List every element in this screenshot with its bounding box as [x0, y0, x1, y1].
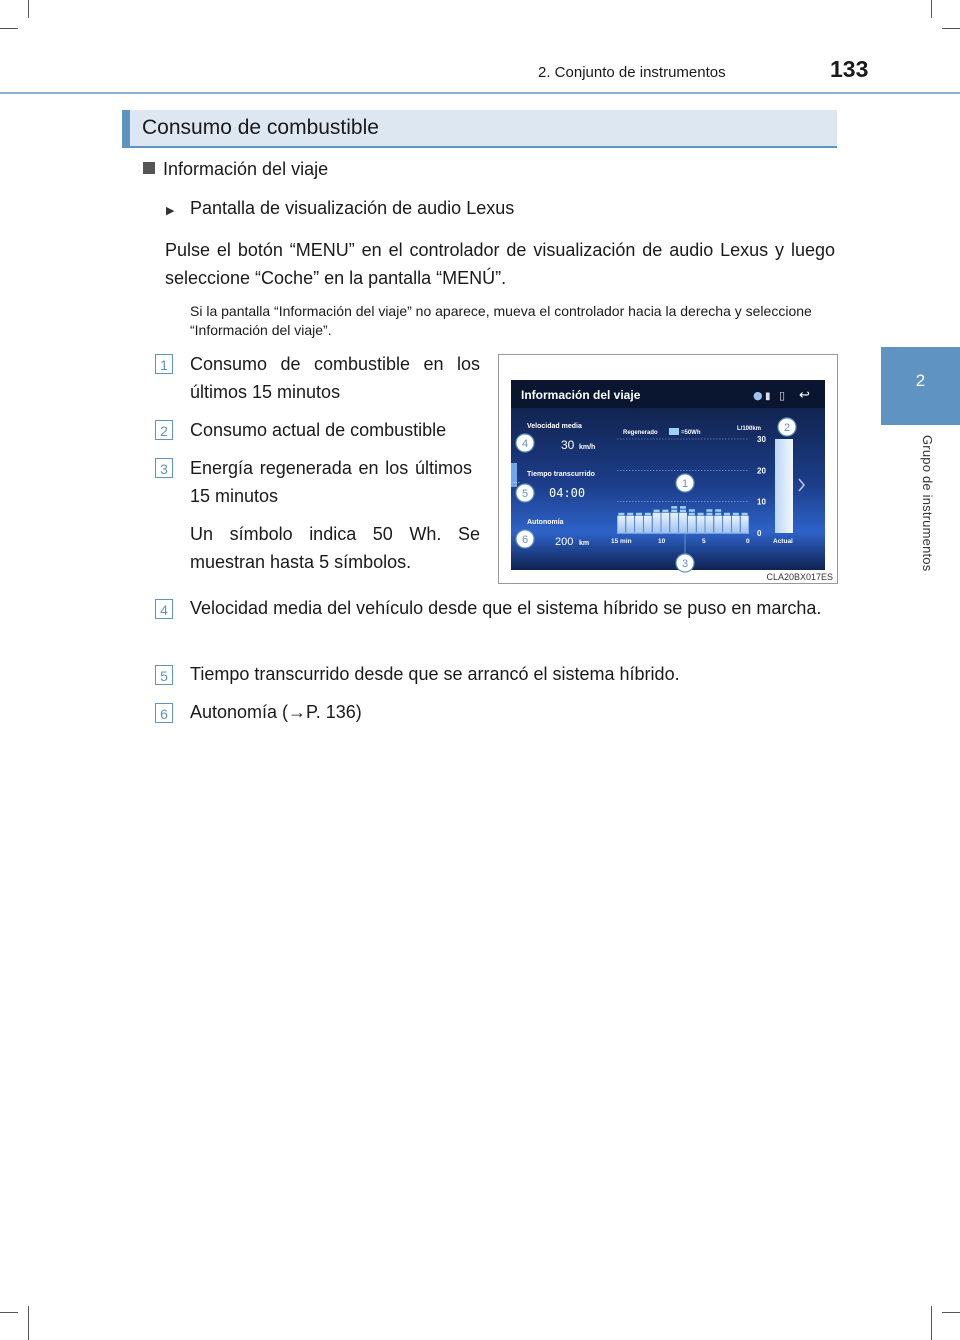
instruction-paragraph: Pulse el botón “MENU” en el controlador de visualización de audio Lexus y luego seleccione “Coche” en la pantalla “MENÚ”.: [165, 240, 835, 288]
subheading: [143, 159, 328, 180]
y-tick-label: 20: [757, 466, 766, 476]
regen-symbol: [680, 506, 686, 509]
back-icon: ↩: [799, 388, 810, 403]
crop-mark: [0, 1312, 18, 1313]
regen-symbol: [627, 513, 633, 516]
square-bullet-icon: [143, 162, 155, 174]
consumption-bar: [732, 516, 740, 533]
y-tick-label: 30: [757, 435, 766, 444]
callout-number: 4: [521, 438, 529, 450]
callout-number: 2: [783, 422, 791, 434]
regen-symbol: [645, 513, 651, 516]
crop-mark: [28, 0, 29, 18]
avg-speed-label: Velocidad media: [527, 423, 582, 430]
regen-symbol: [680, 510, 686, 512]
range-value: 200: [555, 536, 574, 548]
note-text: Si la pantalla “Información del viaje” no aparece, mueva el controlador hacia la derecha y seleccione “Información del viaje”.: [190, 303, 812, 338]
chapter-tab: [881, 347, 960, 425]
crop-mark: [942, 1312, 960, 1313]
section-bar: [122, 110, 837, 148]
more-icon: …: [513, 477, 520, 485]
triangle-bullet-icon: ▶: [166, 205, 175, 217]
consumption-bar: [670, 513, 678, 533]
battery-icon: ▯: [779, 389, 786, 402]
figure-caption: CLA20BX017ES: [766, 572, 833, 582]
regen-symbol: [733, 513, 739, 516]
signal-icon: ▮: [765, 391, 771, 402]
callout-number: 3: [681, 558, 689, 570]
page-number: 133: [830, 56, 869, 82]
consumption-bar: [741, 516, 749, 533]
elapsed-label: Tiempo transcurrido: [527, 471, 595, 478]
header-rule: [0, 92, 960, 94]
regen-legend-symbol: [669, 428, 679, 435]
consumption-bar: [653, 513, 661, 533]
x-tick-label: 0: [746, 538, 750, 545]
consumption-bar: [661, 513, 669, 533]
regen-symbol: [671, 510, 677, 512]
item-number-badge: 1: [155, 354, 173, 374]
consumption-bar: [635, 516, 643, 533]
avg-speed-unit: km/h: [579, 444, 596, 451]
crop-mark: [0, 28, 18, 29]
current-consumption-bar: [775, 439, 793, 533]
regen-symbol: [671, 506, 677, 509]
item-text: Autonomía (→P. 136): [190, 702, 362, 722]
consumption-bar: [688, 516, 696, 533]
callout-number: 1: [681, 478, 689, 490]
item-number-badge: 6: [155, 703, 173, 723]
trip-info-screen: [499, 355, 837, 583]
subheading-text: Información del viaje: [163, 159, 329, 179]
trip-info-screen-figure: [498, 354, 838, 584]
regen-symbol: [715, 509, 721, 512]
chapter-title: 2. Conjunto de instrumentos: [538, 64, 726, 81]
consumption-bar: [679, 513, 687, 533]
item-text: Consumo actual de combustible: [190, 420, 447, 440]
item-text: Energía regenerada en los últimos 15 minutos: [190, 458, 472, 506]
item-text: Velocidad media del vehículo desde que el sistema híbrido se puso en marcha.: [190, 598, 822, 618]
unit-label: L/100km: [737, 426, 762, 432]
y-tick-label: 0: [757, 529, 762, 538]
screen-title: Información del viaje: [521, 388, 641, 402]
item-text: Consumo de combustible en los últimos 15 minutos: [190, 354, 480, 402]
regen-symbol: [742, 513, 748, 516]
range-unit: km: [579, 540, 590, 547]
item-number-badge: 2: [155, 420, 173, 440]
bluetooth-icon: ●: [753, 389, 763, 402]
callout-number: 6: [521, 534, 529, 546]
consumption-bar: [617, 516, 625, 533]
regen-symbol: [689, 509, 695, 512]
regen-symbol: [698, 513, 704, 516]
consumption-bar: [714, 516, 722, 533]
item-text: Tiempo transcurrido desde que se arrancó el sistema híbrido.: [190, 664, 680, 684]
crop-mark: [28, 1306, 29, 1340]
regen-symbol: [706, 509, 712, 512]
regen-symbol: [724, 513, 730, 516]
crop-mark: [931, 0, 932, 18]
regen-symbol: [636, 513, 642, 516]
bullet-text: Pantalla de visualización de audio Lexus: [190, 198, 515, 218]
consumption-bar: [644, 516, 652, 533]
regen-symbol: [618, 513, 624, 516]
elapsed-value: 04:00: [549, 486, 586, 500]
avg-speed-value: 30: [561, 438, 575, 452]
chapter-tab-number: 2: [915, 371, 926, 390]
consumption-bar: [626, 516, 634, 533]
item-subtext: Un símbolo indica 50 Wh. Se muestran hasta 5 símbolos.: [190, 524, 480, 572]
x-tick-label: 15 min: [611, 538, 632, 545]
regen-symbol: [662, 510, 668, 512]
callout-number: 5: [521, 488, 529, 500]
section-title: Consumo de combustible: [142, 116, 379, 139]
regen-symbol: [706, 513, 712, 516]
item-number-badge: 4: [155, 599, 173, 619]
item-number-badge: 3: [155, 458, 173, 478]
regen-label: Regenerado: [623, 430, 658, 436]
crop-mark: [931, 1306, 932, 1340]
item-number-badge: 5: [155, 665, 173, 685]
crop-mark: [942, 28, 960, 29]
regen-symbol: [715, 513, 721, 516]
regen-symbol: [654, 510, 660, 512]
consumption-bar: [705, 516, 713, 533]
regen-symbol: [689, 513, 695, 516]
y-tick-label: 10: [757, 497, 766, 507]
consumption-bar: [723, 516, 731, 533]
x-tick-label: 5: [702, 538, 706, 545]
chapter-side-label: Grupo de instrumentos: [920, 435, 935, 572]
consumption-bar: [697, 516, 705, 533]
current-label: Actual: [773, 538, 793, 545]
range-label: Autonomía: [527, 519, 564, 526]
regen-legend-text: =50Wh: [681, 430, 701, 436]
x-tick-label: 10: [658, 538, 666, 545]
